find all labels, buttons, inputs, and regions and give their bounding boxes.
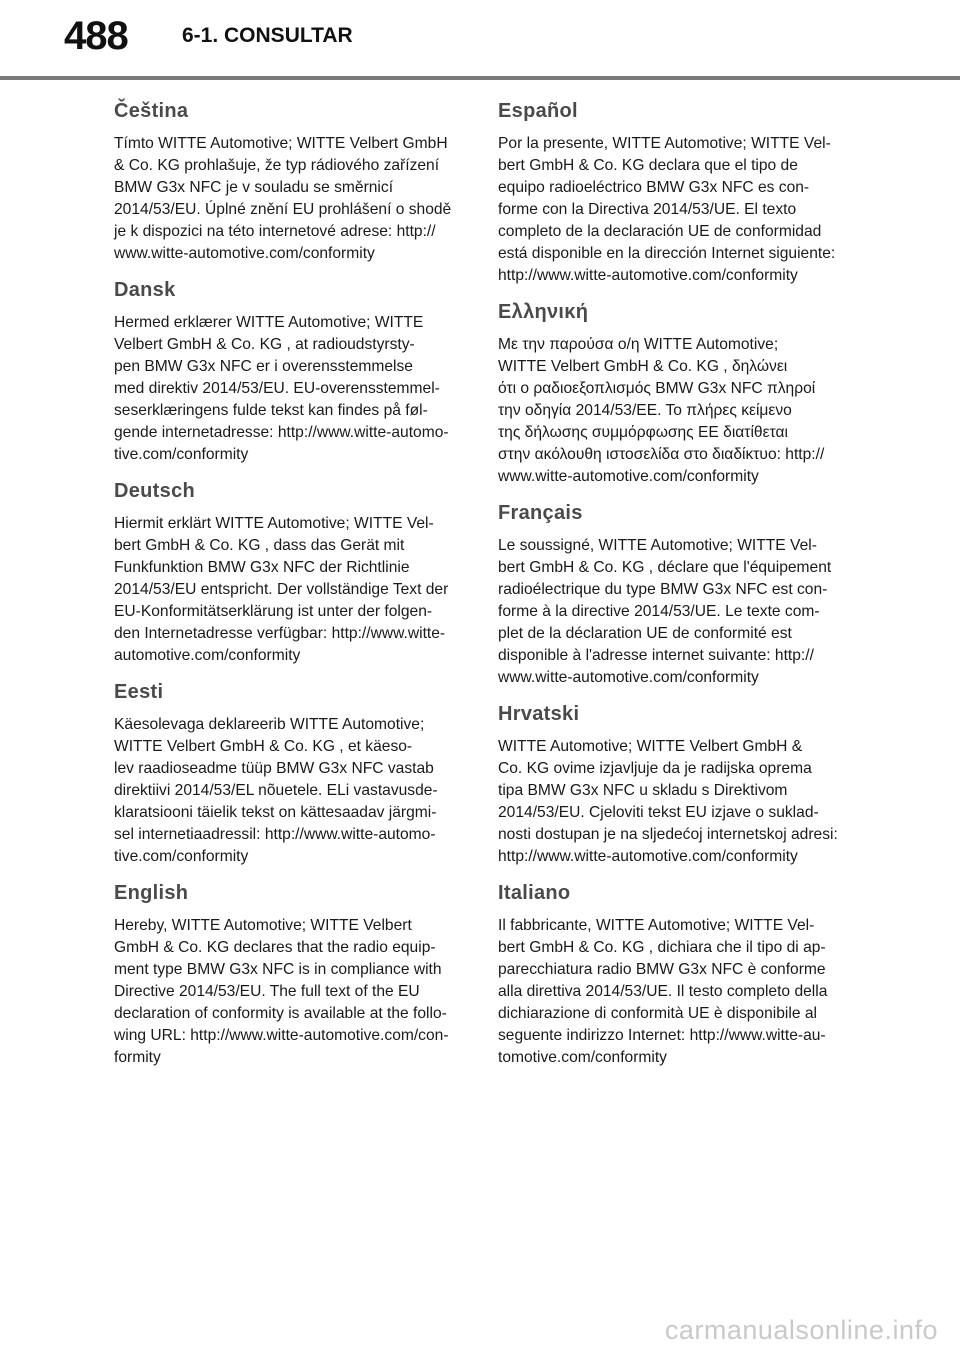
page-header [0, 0, 960, 82]
lang-block-english [114, 882, 476, 1069]
lang-block-cestina [114, 100, 476, 265]
section-title: 6-1. CONSULTAR [182, 24, 353, 47]
lang-heading: Deutsch [114, 480, 196, 502]
header-divider [0, 76, 960, 80]
lang-text: Hereby, WITTE Automotive; WITTE Velbert GmbH & Co. KG declares that the radio equip- ment type BMW G3x NFC is in compliance with Directive 2014/53/EU. The full text of the EU declaration of conformity is available at the follo- wing URL: http://www.witte-automotive.com/con- formity [114, 917, 449, 1066]
left-column [114, 100, 476, 1083]
lang-heading: Dansk [114, 279, 176, 301]
lang-block-deutsch [114, 480, 476, 667]
lang-text: Por la presente, WITTE Automotive; WITTE Vel- bert GmbH & Co. KG declara que el tipo de equipo radioeléctrico BMW G3x NFC es con- forme con la Directiva 2014/53/UE. El texto completo de la declaración UE de conformidad está disponible en la dirección Internet siguiente: http://www.witte-automotive.com/conformity [498, 135, 836, 284]
page-number: 488 [64, 14, 128, 58]
lang-text: Hermed erklærer WITTE Automotive; WITTE Velbert GmbH & Co. KG , at radioudstyrsty- pen BMW G3x NFC er i overensstemmelse med direktiv 2014/53/EU. EU-overensstemmel- seserklæringens fulde tekst kan findes på føl- gende internetadresse: http://www.witte-automo- tive.com/conformity [114, 314, 449, 463]
lang-block-italiano [498, 882, 854, 1069]
watermark: carmanualsonline.info [664, 1315, 938, 1345]
lang-text: Il fabbricante, WITTE Automotive; WITTE Vel- bert GmbH & Co. KG , dichiara che il tipo di ap- parecchiatura radio BMW G3x NFC è conforme alla direttiva 2014/53/UE. Il testo completo della dichiarazione di conformità UE è disponibile al seguente indirizzo Internet: http://www.witte-au- tomotive.com/conformity [498, 917, 828, 1066]
lang-heading: Español [498, 100, 578, 122]
lang-heading: Hrvatski [498, 703, 580, 725]
right-column [498, 100, 854, 1083]
lang-heading: English [114, 882, 189, 904]
lang-block-dansk [114, 279, 476, 466]
lang-block-ellinika [498, 301, 854, 488]
lang-block-espanol [498, 100, 854, 287]
lang-text: Tímto WITTE Automotive; WITTE Velbert GmbH & Co. KG prohlašuje, že typ rádiového zařízení BMW G3x NFC je v souladu se směrnicí 2014/53/EU. Úplné znění EU prohlášení o shodě je k dispozici na této internetové adrese: http:// www.witte-automotive.com/conformity [114, 135, 452, 262]
lang-text: Käesolevaga deklareerib WITTE Automotive; WITTE Velbert GmbH & Co. KG , et käeso- lev raadioseadme tüüp BMW G3x NFC vastab direktiivi 2014/53/EL nõuetele. ELi vastavusde- klaratsiooni täielik tekst on kättesaadav järgmi- sel internetiaadressil: http://www.witte-automo- tive.com/conformity [114, 716, 438, 865]
lang-block-francais [498, 502, 854, 689]
lang-heading: Français [498, 502, 583, 524]
lang-heading: Ελληνική [498, 301, 589, 323]
lang-text: WITTE Automotive; WITTE Velbert GmbH & Co. KG ovime izjavljuje da je radijska oprema tipa BMW G3x NFC u skladu s Direktivom 2014/53/EU. Cjeloviti tekst EU izjave o suklad- nosti dostupan je na sljedećoj internetskoj adresi: http://www.witte-automotive.com/conformity [498, 738, 838, 865]
lang-text: Hiermit erklärt WITTE Automotive; WITTE Vel- bert GmbH & Co. KG , dass das Gerät mit Funkfunktion BMW G3x NFC der Richtlinie 2014/53/EU entspricht. Der vollständige Text der EU-Konformitätserklärung ist unter der folgen- den Internetadresse verfügbar: http://www.witte- automotive.com/conformity [114, 515, 449, 664]
lang-heading: Eesti [114, 681, 164, 703]
lang-block-eesti [114, 681, 476, 868]
lang-text: Le soussigné, WITTE Automotive; WITTE Vel- bert GmbH & Co. KG , déclare que l'équipement radioélectrique du type BMW G3x NFC est con- forme à la directive 2014/53/UE. Le texte com- plet de la déclaration UE de conformité est disponible à l'adresse internet suivante: http:// www.witte-automotive.com/conformity [498, 537, 832, 686]
lang-heading: Čeština [114, 100, 189, 122]
lang-text: Με την παρούσα ο/η WITTE Automotive; WITTE Velbert GmbH & Co. KG , δηλώνει ότι ο ραδιοεξοπλισμός BMW G3x NFC πληροί την οδηγία 2014/53/ΕΕ. Το πλήρες κείμενο της δήλωσης συμμόρφωσης ΕΕ διατίθεται στην ακόλουθη ιστοσελίδα στο διαδίκτυο: http:// www.witte-automotive.com/conformity [498, 336, 825, 485]
lang-block-hrvatski [498, 703, 854, 868]
lang-heading: Italiano [498, 882, 571, 904]
